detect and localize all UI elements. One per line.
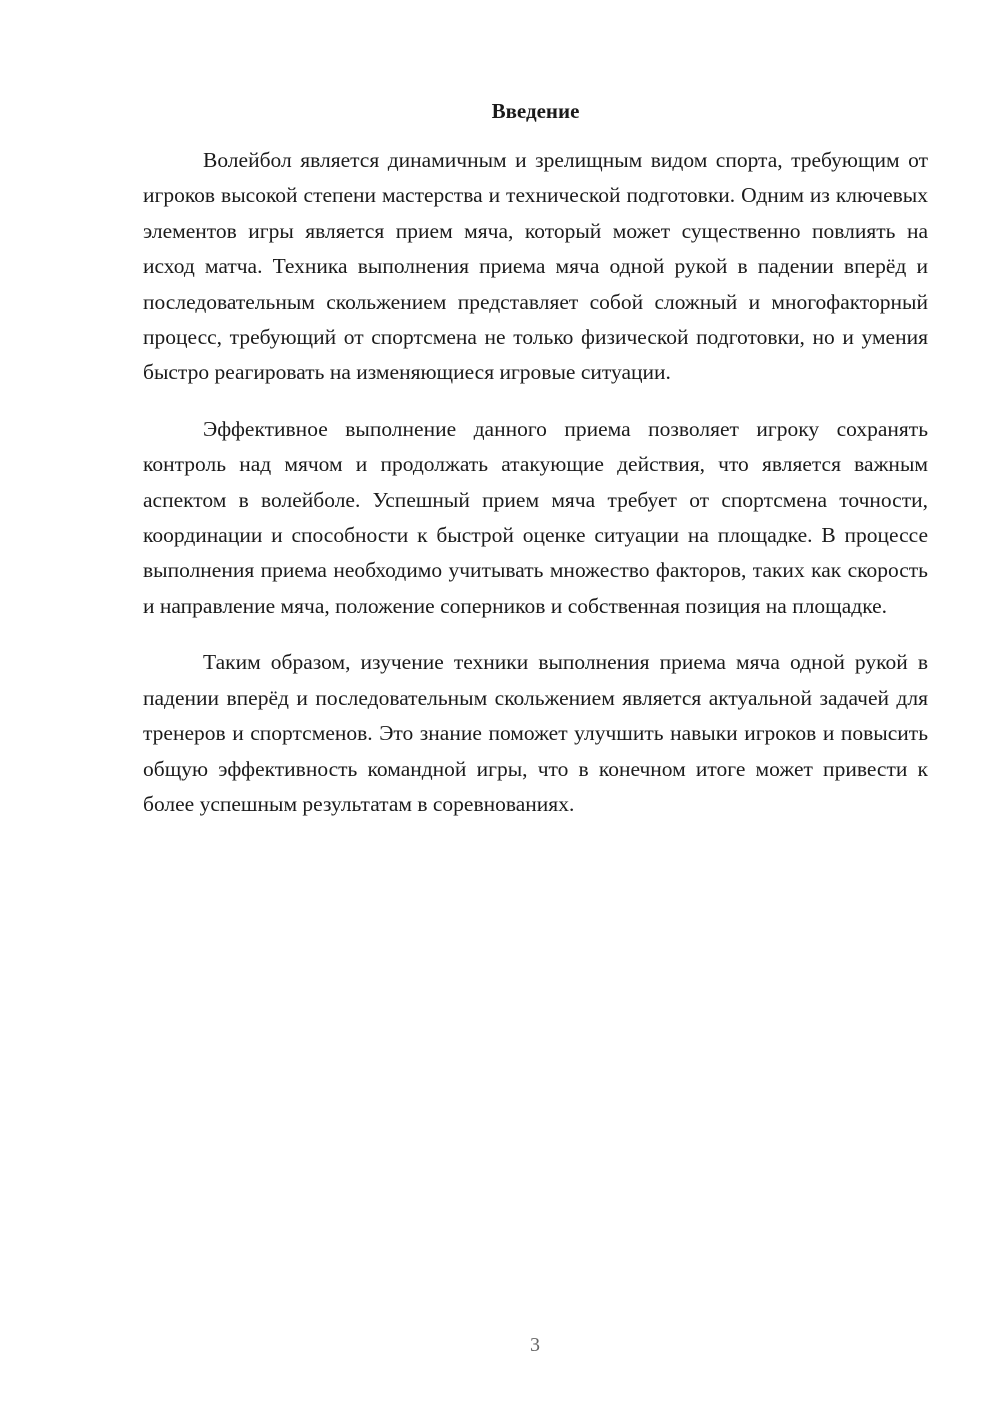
paragraph: Эффективное выполнение данного приема позволяет игроку сохранять контроль над мячом и продолжать атакующие действия, что является важным аспектом в волейболе. Успешный прием мяча требует от спортсмена точности, координации и способности к быстрой оценке ситуации на площадке. В процессе выполнения приема необходимо учитывать множество факторов, таких как скорость и направление мяча, положение соперников и собственная позиция на площадке. xyxy=(143,416,928,618)
paragraph: Волейбол является динамичным и зрелищным видом спорта, требующим от игроков высокой степени мастерства и технической подготовки. Одним из ключевых элементов игры является прием мяча, который может существенно повлиять на исход матча. Техника выполнения приема мяча одной рукой в падении вперёд и последовательным скольжением представляет собой сложный и многофакторный процесс, требующий от спортсмена не только физической подготовки, но и умения быстро реагировать на изменяющиеся игровые ситуации. xyxy=(143,148,928,385)
section-body xyxy=(143,143,928,843)
paragraph: Таким образом, изучение техники выполнения приема мяча одной рукой в падении вперёд и последовательным скольжением является актуальной задачей для тренеров и спортсменов. Это знание поможет улучшить навыки игроков и повысить общую эффективность командной игры, что в конечном итоге может привести к более успешным результатам в соревнованиях. xyxy=(143,650,928,816)
page-number: 3 xyxy=(530,1334,540,1356)
section-title: Введение xyxy=(491,99,580,123)
